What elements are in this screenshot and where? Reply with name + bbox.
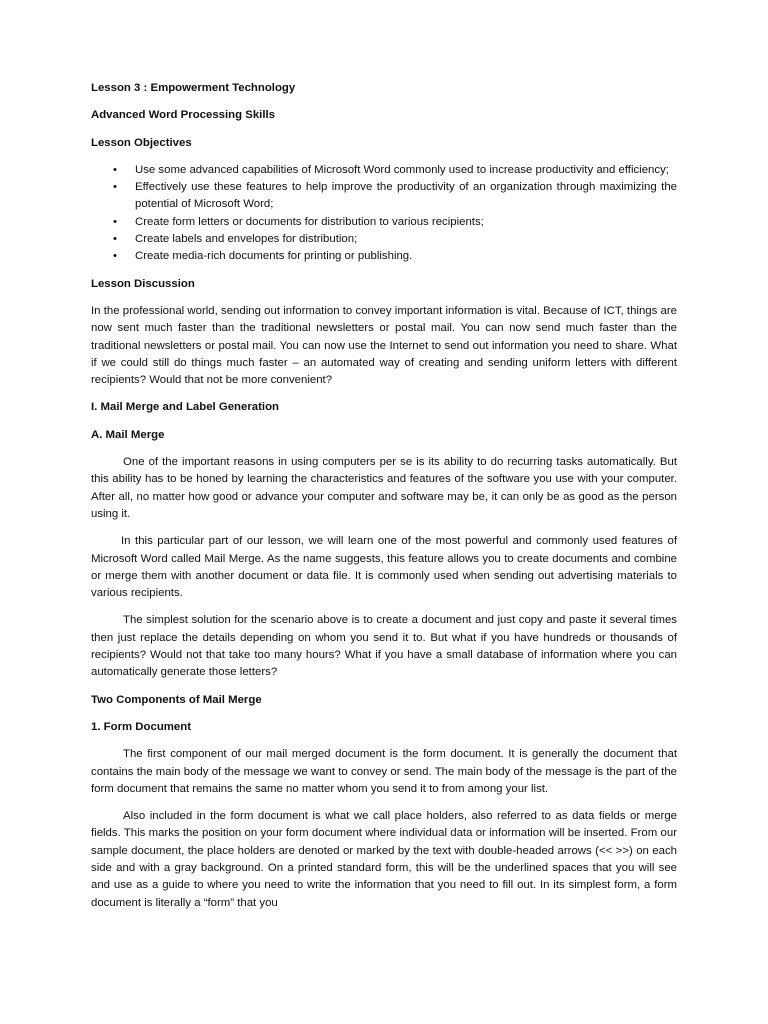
list-item bbox=[91, 248, 677, 265]
bullet-icon: • bbox=[113, 250, 117, 263]
objective-text: Effectively use these features to help improve the productivity of an organization through maximizing the potential of Microsoft Word; bbox=[135, 181, 677, 211]
discussion-heading: Lesson Discussion bbox=[91, 277, 195, 290]
lesson-subtitle: Advanced Word Processing Skills bbox=[91, 109, 275, 122]
lesson-title: Lesson 3 : Empowerment Technology bbox=[91, 82, 296, 94]
objective-text: Create media-rich documents for printing or publishing. bbox=[135, 250, 413, 263]
form-document-paragraph-2: Also included in the form document is what we call place holders, also referred to as data fields or merge fields. This marks the position on your form document where individual data or information will be inserted. From our sample document, the place holders are denoted or marked by the text with double-headed arrows (<< >>) on each side and with a gray background. On a printed standard form, this will be the underlined spaces that you will see and use as a guide to where you need to write the information that you need to fill out. In its simplest form, a form document is literally a “form” that you bbox=[91, 810, 677, 909]
section-mail-merge-label-heading: I. Mail Merge and Label Generation bbox=[91, 401, 279, 414]
list-item bbox=[91, 179, 677, 214]
bullet-icon: • bbox=[113, 215, 117, 228]
form-document-heading: 1. Form Document bbox=[91, 720, 191, 733]
bullet-icon: • bbox=[113, 233, 117, 246]
section-mail-merge-heading: A. Mail Merge bbox=[91, 428, 165, 441]
mail-merge-paragraph-1: One of the important reasons in using computers per se is its ability to do recurring tasks automatically. But this ability has to be honed by learning the characteristics and features of the software you use with your computer. After all, no matter how good or advance your computer and software may be, it can only be as good as the person using it. bbox=[91, 456, 677, 520]
mail-merge-paragraph-2: In this particular part of our lesson, we will learn one of the most powerful and commonly used features of Microsoft Word called Mail Merge. As the name suggests, this feature allows you to create documents and combine or merge them with another document or data file. It is commonly used when sending out advertising materials to various recipients. bbox=[91, 535, 677, 600]
objective-text: Create labels and envelopes for distribution; bbox=[135, 233, 358, 246]
discussion-paragraph: In the professional world, sending out information to convey important information is vital. Because of ICT, things are now sent much faster than the traditional newsletters or postal mail. You can now send much faster than the traditional newsletters or postal mail. You can now use the Internet to send out information you need to share. What if we could still do things much faster – an automated way of creating and sending uniform letters with different recipients? Would that not be more convenient? bbox=[91, 304, 677, 387]
objective-text: Create form letters or documents for distribution to various recipients; bbox=[135, 215, 484, 228]
list-item bbox=[91, 214, 677, 231]
components-heading: Two Components of Mail Merge bbox=[91, 693, 262, 706]
form-document-paragraph-1: The first component of our mail merged document is the form document. It is generally the document that contains the main body of the message we want to convey or send. The main body of the message is the part of the form document that remains the same no matter whom you send it to from among your list. bbox=[91, 748, 677, 795]
list-item bbox=[91, 231, 677, 248]
document-page bbox=[91, 80, 677, 922]
objective-text: Use some advanced capabilities of Microsoft Word commonly used to increase productivity and efficiency; bbox=[135, 163, 669, 176]
bullet-icon: • bbox=[113, 163, 117, 176]
objectives-heading: Lesson Objectives bbox=[91, 136, 192, 149]
list-item bbox=[91, 162, 677, 179]
mail-merge-paragraph-3: The simplest solution for the scenario above is to create a document and just copy and paste it several times then just replace the details depending on whom you send it to. But what if you have hundreds or thousands of recipients? Would not that take too many hours? What if you have a small database of information where you can automatically generate those letters? bbox=[91, 614, 677, 679]
bullet-icon: • bbox=[113, 181, 117, 194]
objectives-list bbox=[91, 162, 677, 266]
